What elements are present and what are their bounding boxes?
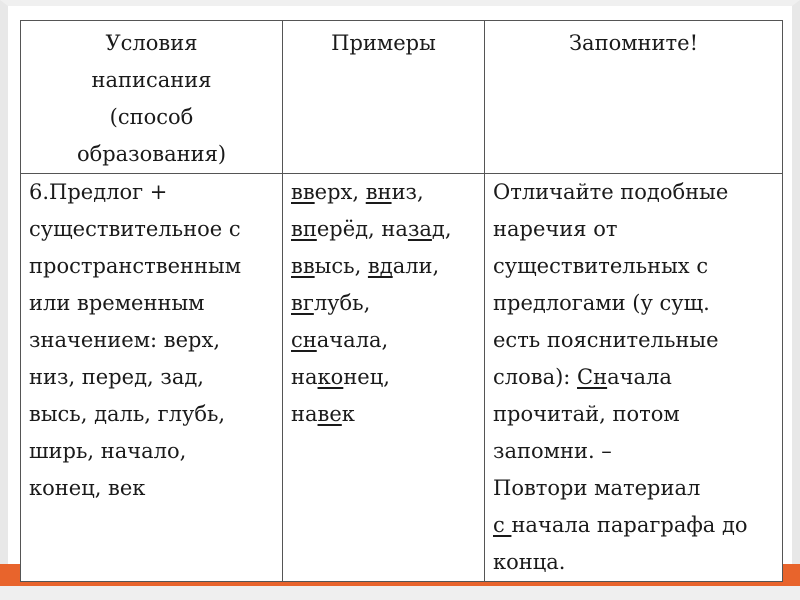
conditions-text: 6.Предлог + существительное с пространственным или временным значением: верх, низ, перед, зад, высь, даль, глубь, ширь, начало, конец, век (29, 180, 242, 500)
underlined-prefix: Сн (577, 365, 608, 389)
header-remember-text: Запомните! (568, 31, 699, 55)
example-line (291, 211, 478, 248)
example-line (291, 285, 478, 322)
text-segment: али, (392, 254, 440, 278)
underlined-preposition: с (493, 513, 512, 537)
header-conditions (21, 21, 283, 174)
examples-list (291, 174, 478, 433)
header-examples (283, 21, 485, 174)
text-segment: на (291, 402, 318, 426)
text-segment: лубь, (313, 291, 371, 315)
underlined-segment: ве (317, 402, 342, 426)
header-examples-text: Примеры (331, 31, 436, 55)
table-row (21, 174, 783, 582)
table-header-row (21, 21, 783, 174)
underlined-segment: сн (291, 328, 317, 352)
header-remember (485, 21, 783, 174)
text-segment: нец, (343, 365, 390, 389)
text-segment: ерёд, на (316, 217, 408, 241)
underlined-segment: вв (291, 254, 315, 278)
remember-text (493, 174, 776, 581)
text-segment: из, (391, 180, 424, 204)
underlined-segment: ко (317, 365, 344, 389)
text-segment: ысь, (314, 254, 368, 278)
remember-part-3: начала параграфа до конца. (493, 513, 748, 574)
underlined-segment: вв (291, 180, 315, 204)
text-segment: ачала, (316, 328, 389, 352)
remember-part-1: Отличайте подобные наречия от существительных с предлогами (у сущ. есть пояснительные слова): (493, 180, 729, 389)
text-segment: на (291, 365, 318, 389)
underlined-segment: вп (291, 217, 317, 241)
example-line (291, 322, 478, 359)
text-segment: ерх, (314, 180, 366, 204)
underlined-segment: за (407, 217, 432, 241)
text-segment: д, (431, 217, 452, 241)
example-line (291, 396, 478, 433)
underlined-segment: вд (367, 254, 393, 278)
text-segment: к (341, 402, 355, 426)
bottom-strip (0, 586, 800, 600)
example-line (291, 174, 478, 211)
example-line (291, 359, 478, 396)
remember-part-2: ачала прочитай, потом запомни. – Повтори материал (493, 365, 701, 500)
conditions-cell (21, 174, 283, 582)
examples-cell (283, 174, 485, 582)
underlined-segment: вн (365, 180, 392, 204)
example-line (291, 248, 478, 285)
remember-cell (485, 174, 783, 582)
header-conditions-text: Условия написания (способ образования) (76, 31, 227, 166)
underlined-segment: вг (291, 291, 314, 315)
rules-table (20, 20, 783, 582)
